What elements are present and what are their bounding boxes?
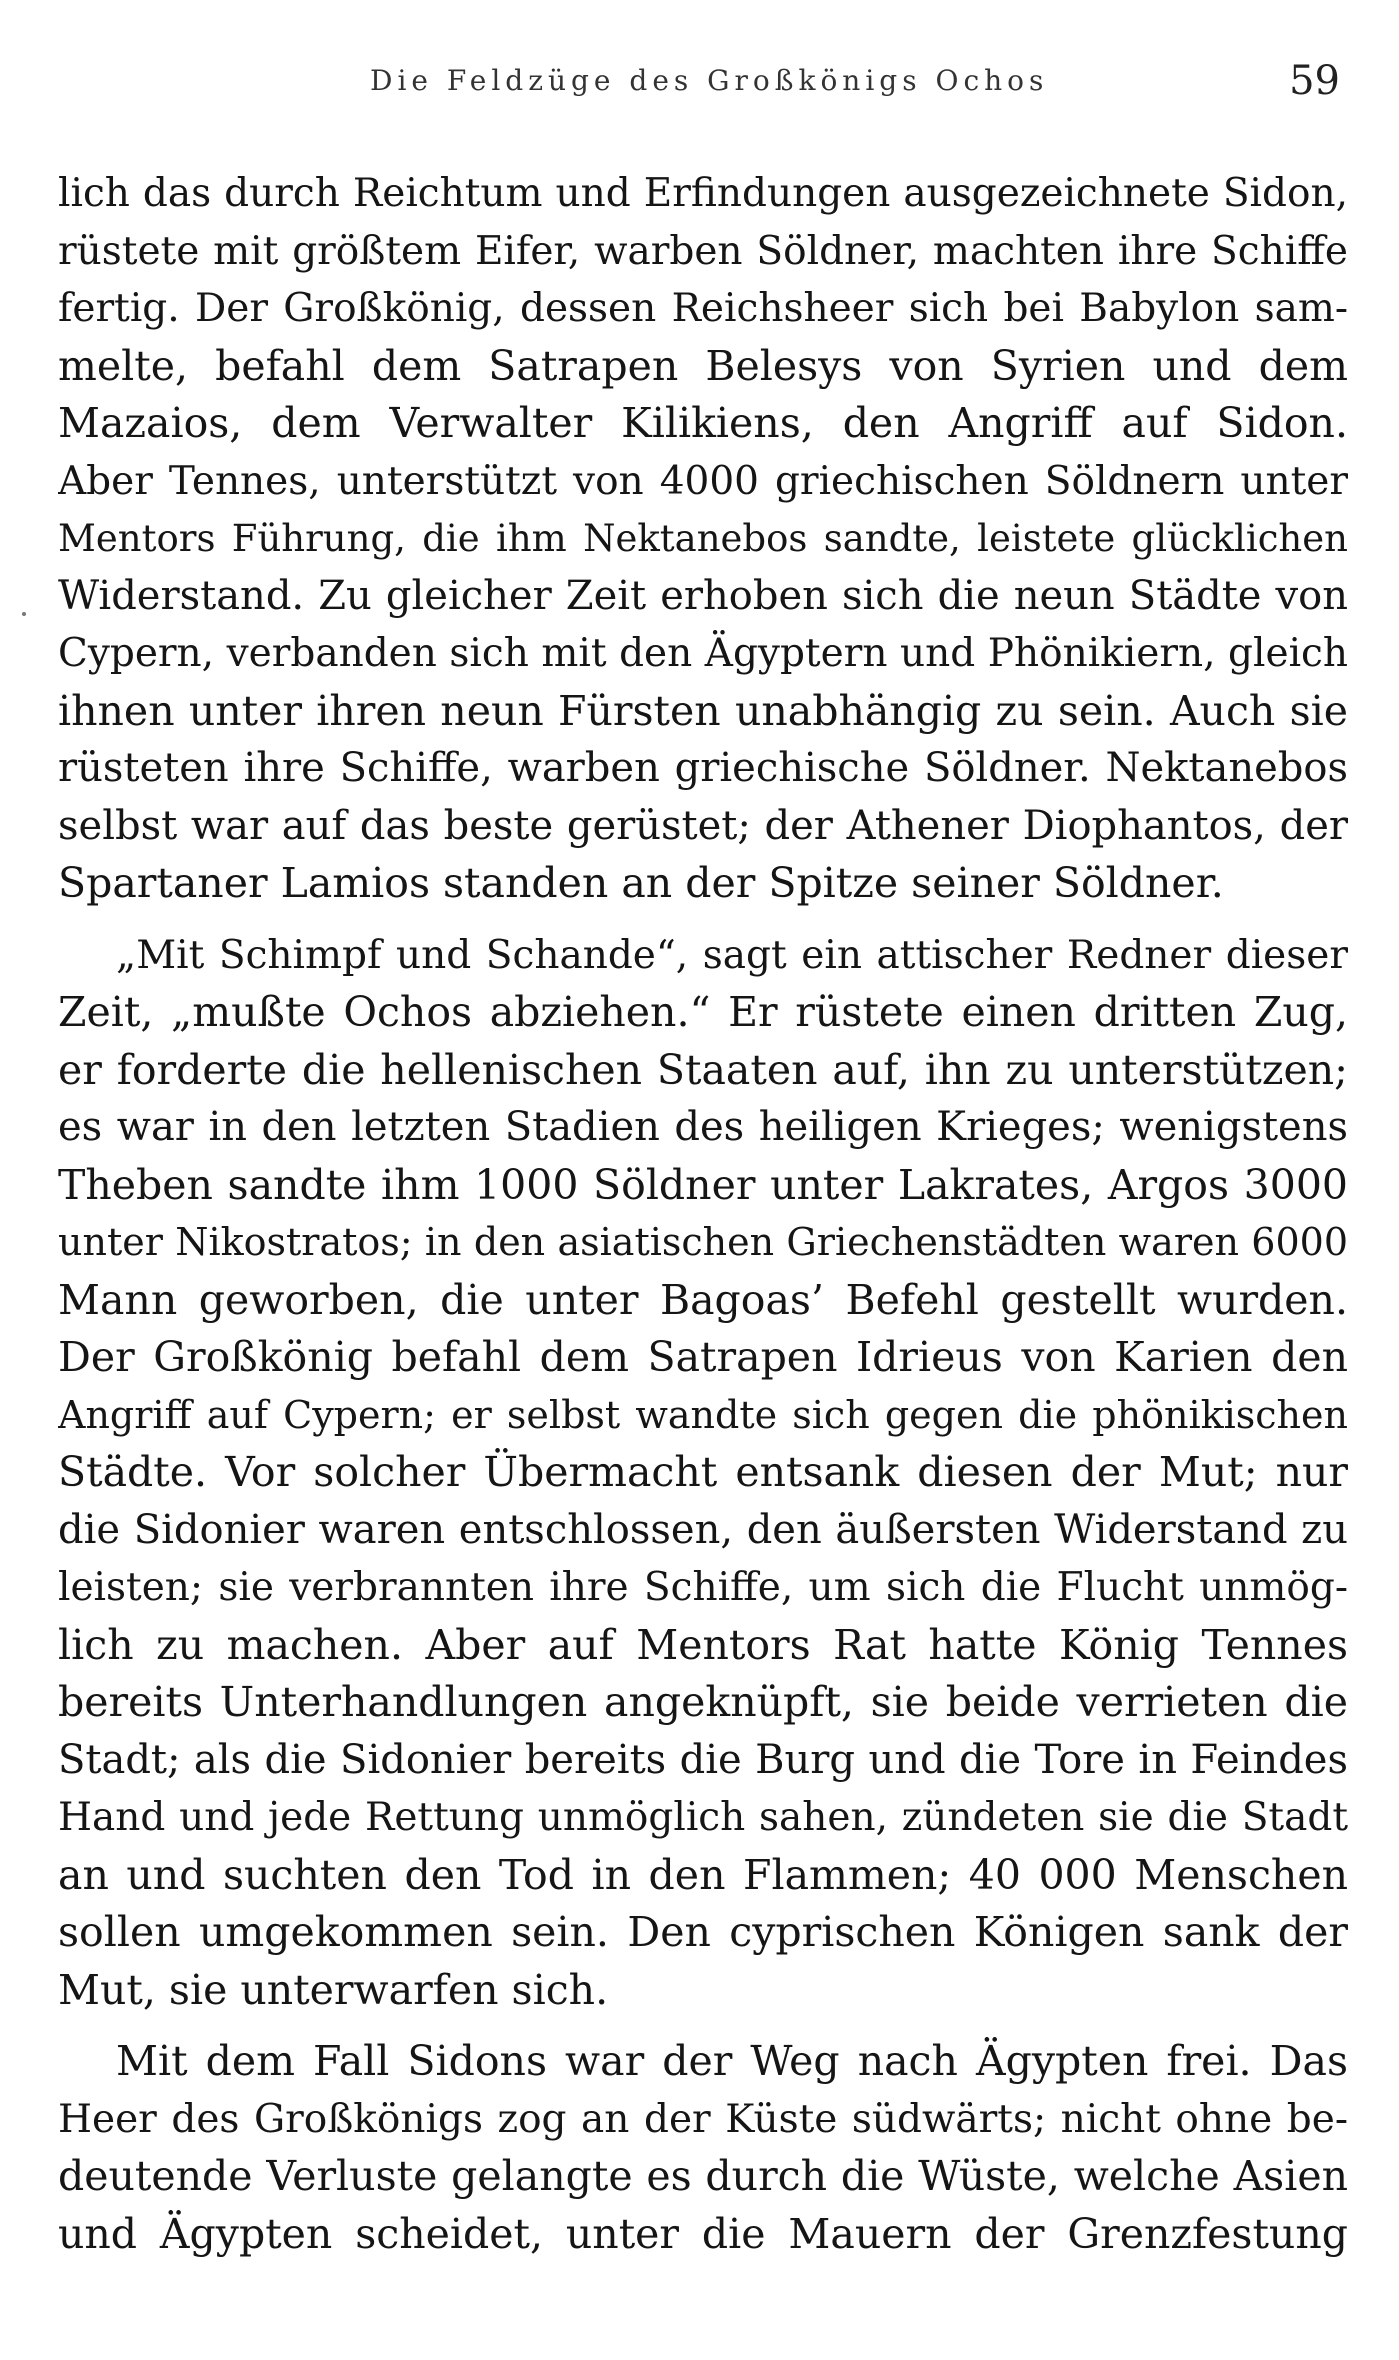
text-line: lich das durch Reichtum und Erfindungen ausgezeichnete Sidon,: [58, 171, 1348, 216]
text-line: die Sidonier waren entschlossen, den äußersten Widerstand zu: [58, 1506, 1348, 1553]
text-line: „Mit Schimpf und Schande“, sagt ein attischer Redner dieser: [116, 932, 1348, 978]
text-line: es war in den letzten Stadien des heiligen Krieges; wenigstens: [58, 1104, 1348, 1150]
text-line: Aber Tennes, unterstützt von 4000 griechischen Söldnern unter: [58, 458, 1348, 504]
text-line: Cypern, verbanden sich mit den Ägyptern und Phönikiern, gleich: [58, 631, 1348, 676]
running-title: Die Feldzüge des Großkönigs Ochos: [370, 64, 1049, 97]
text-line: er forderte die hellenischen Staaten auf, ihn zu unterstützen;: [58, 1045, 1348, 1094]
text-line: an und suchten den Tod in den Flammen; 40 000 Menschen: [58, 1850, 1348, 1899]
text-line: Städte. Vor solcher Übermacht entsank diesen der Mut; nur: [58, 1448, 1348, 1496]
text-line: fertig. Der Großkönig, dessen Reichsheer sich bei Babylon sam-: [58, 286, 1348, 331]
margin-speck: [22, 612, 26, 616]
text-line: sollen umgekommen sein. Den cyprischen Königen sank der: [58, 1908, 1348, 1956]
text-line: Angriff auf Cypern; er selbst wandte sich gegen die phönikischen: [58, 1392, 1348, 1437]
text-line: Mentors Führung, die ihm Nektanebos sandte, leistete glücklichen: [58, 517, 1348, 560]
paragraph-gap: [58, 913, 1348, 927]
text-line: rüstete mit größtem Eifer, warben Söldner, machten ihre Schiffe: [58, 228, 1348, 274]
paragraph-gap: [58, 2019, 1348, 2033]
text-line: deutende Verluste gelangte es durch die Wüste, welche Asien: [58, 2152, 1348, 2200]
paragraph-1: [58, 165, 1348, 913]
text-line: Mut, sie unterwarfen sich.: [58, 1965, 609, 2014]
text-line: bereits Unterhandlungen angeknüpft, sie beide verrieten die: [58, 1678, 1348, 1726]
text-line: lich zu machen. Aber auf Mentors Rat hatte König Tennes: [58, 1620, 1348, 1669]
text-line: Heer des Großkönigs zog an der Küste südwärts; nicht ohne be-: [58, 2096, 1348, 2142]
text-line: rüsteten ihre Schiffe, warben griechische Söldner. Nektanebos: [58, 745, 1348, 791]
text-line: Hand und jede Rettung unmöglich sahen, zündeten sie die Stadt: [58, 1795, 1348, 1840]
paragraph-2: [58, 927, 1348, 2020]
page-number: 59: [1289, 58, 1340, 104]
text-line: Theben sandte ihm 1000 Söldner unter Lakrates, Argos 3000: [58, 1160, 1348, 1209]
running-head: [70, 58, 1340, 118]
text-line: Spartaner Lamios standen an der Spitze seiner Söldner.: [58, 859, 1224, 907]
paragraph-3: [58, 2033, 1348, 2263]
text-line: Widerstand. Zu gleicher Zeit erhoben sich die neun Städte von: [58, 572, 1348, 619]
text-line: und Ägypten scheidet, unter die Mauern der Grenzfestung: [58, 2209, 1348, 2258]
text-line: melte, befahl dem Satrapen Belesys von Syrien und dem: [58, 341, 1348, 390]
text-line: Stadt; als die Sidonier bereits die Burg und die Tore in Feindes: [58, 1736, 1348, 1783]
text-line: Mann geworben, die unter Bagoas’ Befehl gestellt wurden.: [58, 1275, 1348, 1324]
text-line: Mit dem Fall Sidons war der Weg nach Ägypten frei. Das: [116, 2037, 1348, 2085]
text-line: ihnen unter ihren neun Fürsten unabhängig zu sein. Auch sie: [58, 686, 1348, 735]
text-line: Der Großkönig befahl dem Satrapen Idrieus von Karien den: [58, 1333, 1348, 1381]
text-line: Mazaios, dem Verwalter Kilikiens, den Angriff auf Sidon.: [58, 399, 1348, 447]
text-line: unter Nikostratos; in den asiatischen Griechenstädten waren 6000: [58, 1220, 1348, 1264]
text-line: leisten; sie verbrannten ihre Schiffe, um sich die Flucht unmög-: [58, 1565, 1348, 1610]
text-line: Zeit, „mußte Ochos abziehen.“ Er rüstete einen dritten Zug,: [58, 988, 1348, 1036]
body-text: [58, 165, 1348, 2263]
text-line: selbst war auf das beste gerüstet; der Athener Diophantos, der: [58, 802, 1348, 849]
